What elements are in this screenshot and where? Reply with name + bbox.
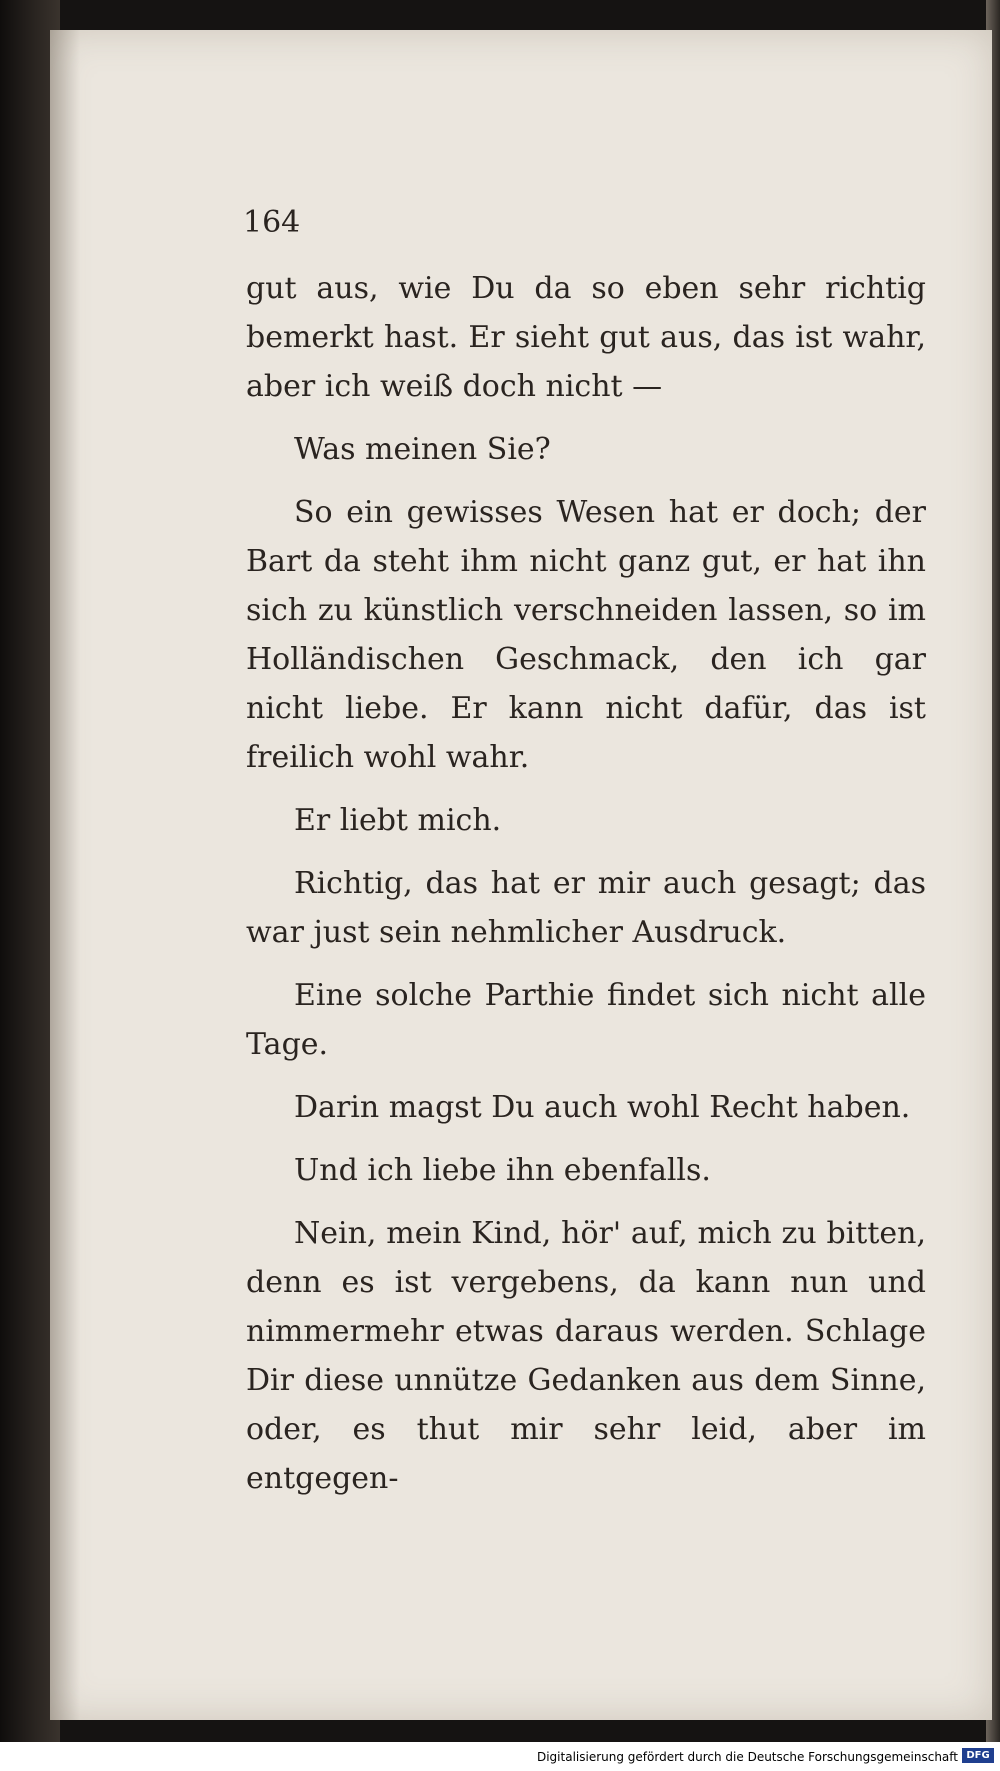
- paragraph: Darin magst Du auch wohl Recht haben.: [294, 1090, 911, 1125]
- funding-credit: Digitalisierung gefördert durch die Deutsche Forschungsgemeinschaft: [536, 1750, 958, 1764]
- paragraph: So ein gewisses Wesen hat er doch; der Bart da steht ihm nicht ganz gut, er hat ihn sich zu künstlich verschneiden lassen, so im Holländischen Geschmack, den ich gar nicht liebe. Er kann nicht dafür, das ist freilich wohl wahr.: [246, 495, 926, 775]
- dfg-logo-icon: DFG: [962, 1748, 994, 1763]
- paragraph: Und ich liebe ihn ebenfalls.: [294, 1153, 711, 1188]
- page-number: 164: [243, 205, 301, 240]
- paragraph: Eine solche Parthie findet sich nicht alle Tage.: [246, 978, 926, 1062]
- paragraph: gut aus, wie Du da so eben sehr richtig bemerkt hast. Er sieht gut aus, das ist wahr, aber ich weiß doch nicht —: [246, 271, 926, 404]
- paragraph: Richtig, das hat er mir auch gesagt; das war just sein nehmlicher Ausdruck.: [246, 866, 926, 950]
- paragraph: Er liebt mich.: [294, 803, 502, 838]
- digitization-footer: [0, 1742, 1000, 1771]
- paragraph: Nein, mein Kind, hör' auf, mich zu bitten, denn es ist vergebens, da kann nun und nimmermehr etwas daraus werden. Schlage Dir diese unnütze Gedanken aus dem Sinne, oder, es thut mir sehr leid, aber im entgegen-: [246, 1216, 926, 1496]
- page-gutter-shade: [50, 30, 80, 1720]
- page-text: [246, 264, 926, 1517]
- paragraph: Was meinen Sie?: [294, 432, 551, 467]
